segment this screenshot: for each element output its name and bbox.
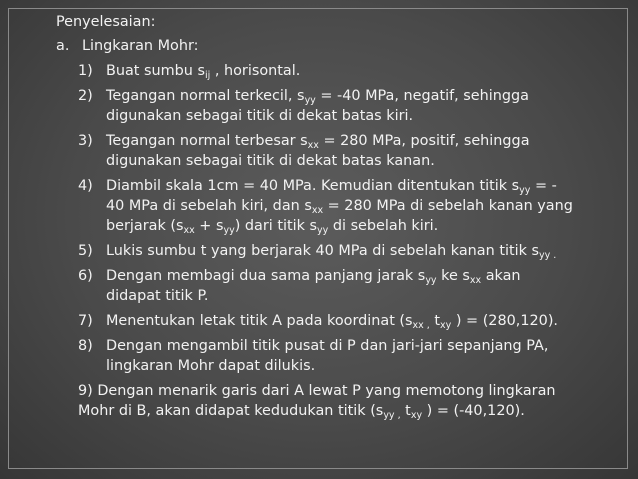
item-text: Lukis sumbu t yang berjarak 40 MPa di sebelah kanan titik s <box>106 243 540 259</box>
section-heading <box>56 36 616 56</box>
item-text: 40 MPa di sebelah kiri, dan s <box>106 198 312 214</box>
item-number: 6) <box>78 268 93 284</box>
subscript: xx <box>311 205 324 216</box>
item-text: = - <box>530 178 557 194</box>
list-item-7 <box>56 311 616 331</box>
item-text: ) dari titik s <box>234 218 318 234</box>
subscript: yy <box>223 225 235 236</box>
item-text: ke s <box>436 268 470 284</box>
item-text: + s <box>194 218 224 234</box>
section-title: Lingkaran Mohr: <box>82 38 199 54</box>
item-text: ) = (-40,120). <box>422 403 525 419</box>
subscript: yy <box>519 185 531 196</box>
item-text: Dengan membagi dua sama panjang jarak s <box>106 268 426 284</box>
item-text: Dengan mengambil titik pusat di P dan jari-jari sepanjang PA, <box>106 338 549 354</box>
item-number: 7) <box>78 313 93 329</box>
subscript: xx <box>183 225 195 236</box>
subscript: yy , <box>383 410 401 421</box>
subscript: xy <box>440 320 452 331</box>
item-text: berjarak (s <box>106 218 184 234</box>
subscript: xy <box>410 410 423 421</box>
list-item-3 <box>56 131 616 171</box>
subscript: yy <box>317 225 329 236</box>
item-text: ) = (280,120). <box>451 313 559 329</box>
item-text: = 280 MPa, positif, sehingga <box>318 133 530 149</box>
item-number: 3) <box>78 133 93 149</box>
slide-content <box>56 12 616 426</box>
item-text: Diambil skala 1cm = 40 MPa. Kemudian ditentukan titik s <box>106 178 520 194</box>
item-text: t <box>400 403 411 419</box>
list-item-8 <box>56 336 616 376</box>
item-text: t <box>429 313 441 329</box>
subscript: xx <box>307 140 319 151</box>
item-number: 8) <box>78 338 93 354</box>
item-number: 5) <box>78 243 93 259</box>
list-item-4 <box>56 176 616 236</box>
subscript: yy <box>304 95 316 106</box>
subscript: yy . <box>539 250 557 261</box>
item-number: 4) <box>78 178 93 194</box>
item-number: 1) <box>78 63 93 79</box>
subscript: xx , <box>412 320 430 331</box>
list-item-5 <box>56 241 616 261</box>
item-text: Tegangan normal terkecil, s <box>106 88 305 104</box>
item-text: Buat sumbu s <box>106 63 205 79</box>
section-label: a. <box>56 38 70 54</box>
subscript: ij <box>205 70 211 81</box>
item-text: lingkaran Mohr dapat dilukis. <box>106 358 316 374</box>
list-item-2 <box>56 86 616 126</box>
item-text: = -40 MPa, negatif, sehingga <box>315 88 529 104</box>
item-text: didapat titik P. <box>106 288 209 304</box>
item-text: di sebelah kiri. <box>328 218 439 234</box>
item-text: akan <box>481 268 521 284</box>
item-text: digunakan sebagai titik di dekat batas kanan. <box>106 153 435 169</box>
list-item-6 <box>56 266 616 306</box>
item-text: , horisontal. <box>210 63 301 79</box>
heading: Penyelesaian: <box>56 14 156 30</box>
item-text: = 280 MPa di sebelah kanan yang <box>323 198 573 214</box>
item-text: Mohr di B, akan didapat kedudukan titik (s <box>78 403 384 419</box>
item-text: Tegangan normal terbesar s <box>106 133 308 149</box>
item-text: 9) Dengan menarik garis dari A lewat P yang memotong lingkaran <box>78 383 556 399</box>
subscript: xx <box>469 275 482 286</box>
list-item-1 <box>56 61 616 81</box>
subscript: yy <box>425 275 437 286</box>
item-number: 2) <box>78 88 93 104</box>
item-text: Menentukan letak titik A pada koordinat (s <box>106 313 413 329</box>
list-item-9 <box>56 381 616 421</box>
item-text: digunakan sebagai titik di dekat batas kiri. <box>106 108 414 124</box>
